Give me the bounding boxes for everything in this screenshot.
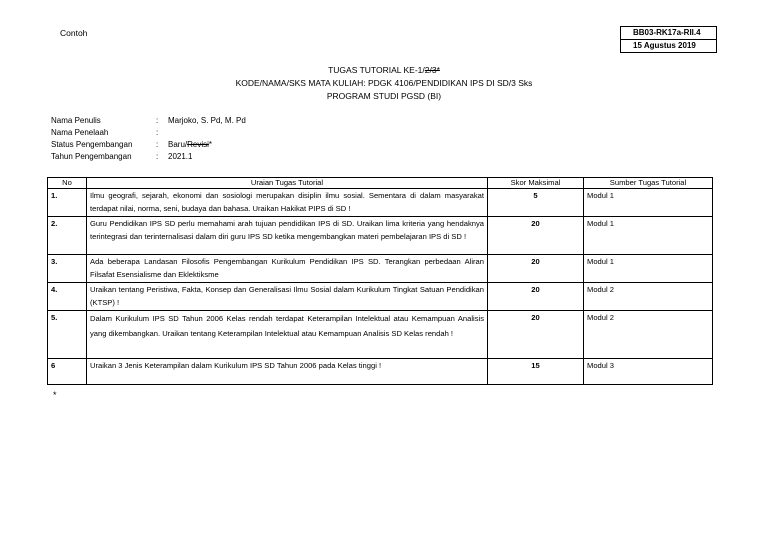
- row-desc: Dalam Kurikulum IPS SD Tahun 2006 Kelas rendah terdapat Keterampilan Intelektual atau Kemampuan Analisis yang dikembangkan. Uraikan tentang Keterampilan Intelektual atau Kemampuan Analisis SD Kelas rendah !: [87, 311, 488, 359]
- header-no: No: [48, 178, 87, 189]
- table-row: [48, 189, 713, 217]
- meta-label: Nama Penelaah: [51, 128, 109, 137]
- meta-row: [51, 115, 246, 127]
- row-no: 5.: [48, 311, 87, 359]
- row-no: 1.: [48, 189, 87, 217]
- table-header-row: [48, 178, 713, 189]
- row-sumber: Modul 1: [584, 255, 713, 283]
- meta-label: Tahun Pengembangan: [51, 152, 132, 161]
- row-sumber: Modul 1: [584, 217, 713, 255]
- contoh-label: Contoh: [60, 28, 88, 38]
- meta-value-suffix: *: [208, 140, 213, 149]
- meta-row: [51, 151, 246, 163]
- row-no: 6: [48, 359, 87, 385]
- table-row: [48, 217, 713, 255]
- title-prefix: TUGAS TUTORIAL KE-1/: [328, 65, 425, 75]
- row-no: 3.: [48, 255, 87, 283]
- row-sumber: Modul 2: [584, 311, 713, 359]
- row-no: 2.: [48, 217, 87, 255]
- row-sumber: Modul 3: [584, 359, 713, 385]
- title-line-2: KODE/NAMA/SKS MATA KULIAH: PDGK 4106/PENDIDIKAN IPS DI SD/3 Sks: [235, 78, 533, 88]
- row-skor: 20: [488, 311, 584, 359]
- meta-colon: :: [156, 140, 159, 149]
- footnote-asterisk: *: [53, 390, 57, 400]
- meta-colon: :: [156, 152, 159, 161]
- author-info: [51, 115, 246, 163]
- meta-value: 2021.1: [168, 152, 193, 161]
- table-row: [48, 359, 713, 385]
- row-no: 4.: [48, 283, 87, 311]
- title-line-1: [0, 64, 768, 76]
- row-desc: Ilmu geografi, sejarah, ekonomi dan sosiologi merupakan disiplin ilmu sosial. Sementara di dalam masyarakat terdapat nilai, norma, seni, budaya dan bahasa. Uraikan Hakikat PIPS di SD !: [87, 189, 488, 217]
- meta-label: Nama Penulis: [51, 116, 101, 125]
- row-skor: 15: [488, 359, 584, 385]
- row-desc: Ada beberapa Landasan Filosofis Pengembangan Kurikulum Pendidikan IPS SD. Terangkan perbedaan Aliran Filsafat Esensialisme dan Eklektiksme: [87, 255, 488, 283]
- meta-colon: :: [156, 116, 159, 125]
- row-skor: 20: [488, 283, 584, 311]
- meta-colon: :: [156, 128, 159, 137]
- table-row: [48, 283, 713, 311]
- document-code-box: [620, 26, 717, 53]
- row-skor: 20: [488, 255, 584, 283]
- header-skor: Skor Maksimal: [488, 178, 584, 189]
- tutorial-task-table: [47, 177, 713, 385]
- title-line-3: PROGRAM STUDI PGSD (BI): [326, 91, 442, 101]
- row-skor: 5: [488, 189, 584, 217]
- title-struck: 2/3*: [424, 65, 440, 75]
- header-uraian: Uraian Tugas Tutorial: [87, 178, 488, 189]
- meta-label: Status Pengembangan: [51, 140, 133, 149]
- meta-value: Baru/: [168, 140, 188, 149]
- row-desc: Guru Pendidikan IPS SD perlu memahami arah tujuan pendidikan IPS di SD. Uraikan lima kriteria yang hendaknya terintegrasi dan terinternalisasi dalam diri guru IPS SD ketika mengembangkan materi pembelajaran IPS di SD !: [87, 217, 488, 255]
- row-skor: 20: [488, 217, 584, 255]
- table-row: [48, 255, 713, 283]
- meta-row: [51, 139, 246, 151]
- meta-value: Marjoko, S. Pd, M. Pd: [168, 116, 246, 125]
- document-code: BB03-RK17a-RII.4: [621, 27, 717, 40]
- document-date: 15 Agustus 2019: [621, 40, 717, 53]
- header-sumber: Sumber Tugas Tutorial: [584, 178, 713, 189]
- row-sumber: Modul 2: [584, 283, 713, 311]
- row-desc: Uraikan 3 Jenis Keterampilan dalam Kurikulum IPS SD Tahun 2006 pada Kelas tinggi !: [87, 359, 488, 385]
- table-row: [48, 311, 713, 359]
- row-desc: Uraikan tentang Peristiwa, Fakta, Konsep dan Generalisasi Ilmu Sosial dalam Kurikulum Tingkat Satuan Pendidikan (KTSP) !: [87, 283, 488, 311]
- meta-value-struck: Revisi: [187, 140, 209, 149]
- row-sumber: Modul 1: [584, 189, 713, 217]
- meta-row: [51, 127, 246, 139]
